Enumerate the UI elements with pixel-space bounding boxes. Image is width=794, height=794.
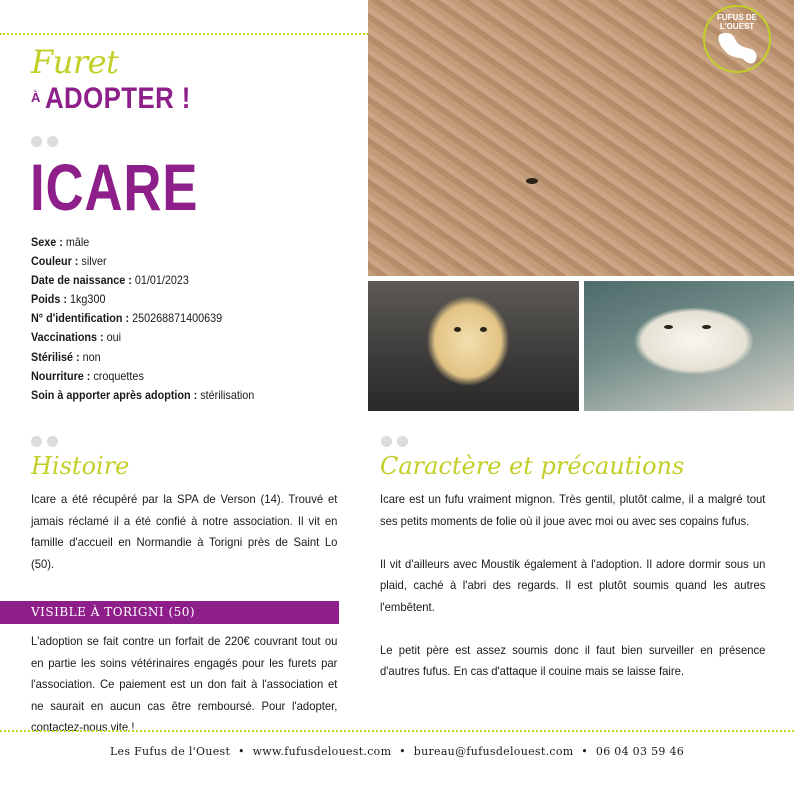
ferret-eye [664,325,673,329]
fact-item [31,309,254,328]
fact-label: Vaccinations : [31,330,104,345]
ferret-photo-main [368,0,794,276]
decorative-dots [31,436,58,447]
fact-value: silver [81,254,107,269]
footer-separator: • [581,745,589,758]
fact-item [31,328,254,347]
fact-label: Stérilisé : [31,349,80,364]
heading-a: À [31,90,41,105]
ferret-eye [480,327,487,332]
fact-label: Soin à apporter après adoption : [31,387,198,402]
footer-dotted-divider [0,730,794,732]
fact-item [31,271,254,290]
footer-org: Les Fufus de l'Ouest [109,745,231,758]
ferret-photo-sleeping [584,281,794,411]
animal-name: ICARE [30,150,199,224]
facts-list [31,233,279,405]
ferret-eye [454,327,461,332]
fact-label: Poids : [31,292,68,307]
footer-phone: 06 04 03 59 46 [595,745,685,758]
fact-value: non [82,349,101,364]
fact-label: Nourriture : [31,368,91,383]
fact-value: 1kg300 [70,292,106,307]
footer [0,745,794,758]
footer-separator: • [399,745,406,758]
footer-email-link[interactable]: bureau@fufusdelouest.com [413,745,574,758]
fact-label: N° d'identification : [31,311,130,326]
fact-value: 250268871400639 [132,311,223,326]
location-banner [0,601,339,624]
ferret-photo-held [368,281,579,411]
ferret-eye [526,178,538,184]
caractere-paragraph: Il vit d'ailleurs avec Moustik également à l'adoption. Il adore dormir sous un plaid, caché à l'abri des regards. Il est plutôt soumis quand les autres l'embêtent. [380,556,766,614]
location-label: VISIBLE À TORIGNI (50) [31,605,196,619]
footer-separator: • [237,745,245,758]
histoire-text: Icare a été récupéré par la SPA de Verson (14). Trouvé et jamais réclamé il a été confié à notre association. Il vit en famille d'accueil en Normandie à Torigni près de Saint Lo (50). [31,492,338,571]
ferret-silhouette-icon [715,29,761,67]
caractere-paragraph: Icare est un fufu vraiment mignon. Très gentil, plutôt calme, il a malgré tout ses petits moments de folie où il joue avec moi ou avec ses copains fufus. [380,492,766,528]
fact-item [31,290,254,309]
logo-text: FUFUS DE L'OUEST [717,13,757,31]
ferret-eye [702,325,711,329]
fact-item [31,386,254,405]
fact-item [31,233,254,252]
adoption-text: L'adoption se fait contre un forfait de 220€ couvrant tout ou en partie les soins vétérinaires engagés pour les furets par l'association. Ce paiement est un don fait à l'association et ne saurait en aucun cas être remboursé. Pour l'adopter, contactez-nous vite ! [31,634,338,734]
fact-value: stérilisation [200,387,255,402]
fact-item [31,252,254,271]
fact-value: 01/01/2023 [134,273,189,288]
footer-website-link[interactable]: www.fufusdelouest.com [252,745,392,758]
fact-value: oui [106,330,122,345]
fact-label: Date de naissance : [31,273,132,288]
heading-furet: Furet [31,43,119,81]
fact-item [31,348,254,367]
fact-value: croquettes [93,368,144,383]
top-dotted-divider [0,33,368,35]
fact-item [31,367,254,386]
decorative-dots [31,136,58,147]
fact-label: Couleur : [31,254,79,269]
heading-adopter: ADOPTER ! [45,82,191,115]
fact-label: Sexe : [31,235,63,249]
caractere-text [380,489,765,704]
fufus-logo [703,5,771,73]
section-title-histoire: Histoire [31,452,130,480]
fact-value: mâle [65,235,90,249]
caractere-paragraph: Le petit père est assez soumis donc il faut bien surveiller en présence d'autres fufus. En cas d'attaque il couine mais se laisse faire. [380,642,766,678]
section-title-caractere: Caractère et précautions [380,452,685,480]
decorative-dots [381,436,408,447]
